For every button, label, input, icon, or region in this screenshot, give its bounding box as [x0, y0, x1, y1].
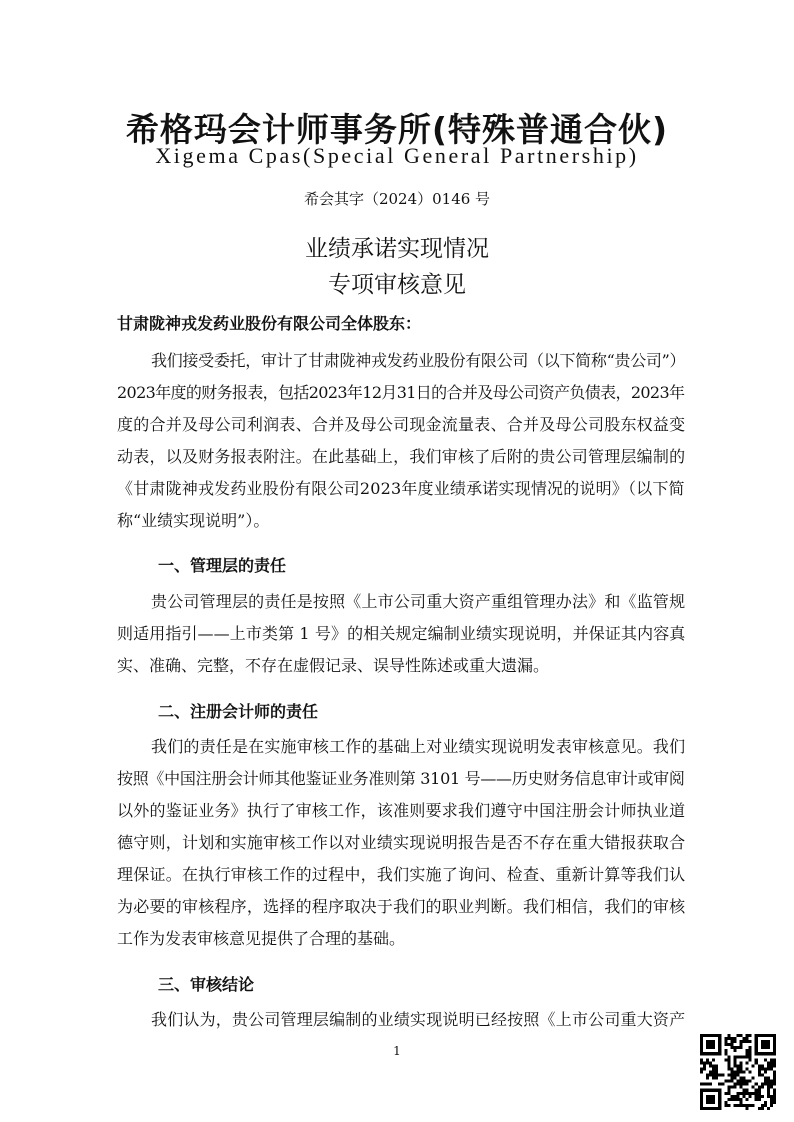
paragraph-line: 贵公司管理层的责任是按照《上市公司重大资产重组管理办法》和《监管规	[151, 592, 686, 611]
paragraph-line: 度的合并及母公司利润表、合并及母公司现金流量表、合并及母公司股东权益变	[117, 415, 686, 434]
paragraph-line: 2023年度的财务报表，包括2023年12月31日的合并及母公司资产负债表，2023年	[117, 383, 685, 402]
document-title-line1: 业绩承诺实现情况	[305, 236, 489, 262]
paragraph-line: 以外的鉴证业务》执行了审核工作，该准则要求我们遵守中国注册会计师执业道	[117, 801, 686, 820]
section-heading: 三、审核结论	[158, 975, 255, 994]
paragraph-line: 我们的责任是在实施审核工作的基础上对业绩实现说明发表审核意见。我们	[151, 737, 686, 756]
paragraph-line: 实、准确、完整，不存在虚假记录、误导性陈述或重大遗漏。	[117, 656, 550, 675]
qr-code-icon	[700, 1034, 776, 1110]
addressee: 甘肃陇神戎发药业股份有限公司全体股东：	[117, 314, 422, 333]
page-number: 1	[393, 1044, 401, 1058]
document-number: 希会其字（2024）0146 号	[303, 190, 491, 208]
firm-name-en: Xigema Cpas(Special General Partnership)	[155, 143, 639, 168]
paragraph-line: 为必要的审核程序，选择的程序取决于我们的职业判断。我们相信，我们的审核	[117, 897, 686, 916]
paragraph-line: 德守则，计划和实施审核工作以对业绩实现说明报告是否不存在重大错报获取合	[117, 833, 686, 852]
paragraph-line: 称“业绩实现说明”）。	[117, 511, 270, 530]
section-heading: 二、注册会计师的责任	[158, 702, 319, 721]
paragraph-line: 动表，以及财务报表附注。在此基础上，我们审核了后附的贵公司管理层编制的	[117, 447, 686, 466]
paragraph-line: 我们接受委托，审计了甘肃陇神戎发药业股份有限公司（以下简称“贵公司”）	[151, 351, 686, 370]
section-heading: 一、管理层的责任	[158, 556, 287, 575]
paragraph-line: 我们认为，贵公司管理层编制的业绩实现说明已经按照《上市公司重大资产	[151, 1010, 686, 1029]
paragraph-line: 按照《中国注册会计师其他鉴证业务准则第 3101 号——历史财务信息审计或审阅	[117, 769, 685, 788]
paragraph-line: 则适用指引——上市类第 1 号》的相关规定编制业绩实现说明，并保证其内容真	[117, 624, 686, 643]
paragraph-line: 理保证。在执行审核工作的过程中，我们实施了询问、检查、重新计算等我们认	[117, 865, 686, 884]
paragraph-line: 工作为发表审核意见提供了合理的基础。	[117, 929, 406, 948]
document-title-line2: 专项审核意见	[328, 272, 466, 298]
firm-name-cn: 希格玛会计师事务所(特殊普通合伙)	[125, 110, 669, 149]
paragraph-line: 《甘肃陇神戎发药业股份有限公司2023年度业绩承诺实现情况的说明》（以下简	[117, 479, 685, 498]
